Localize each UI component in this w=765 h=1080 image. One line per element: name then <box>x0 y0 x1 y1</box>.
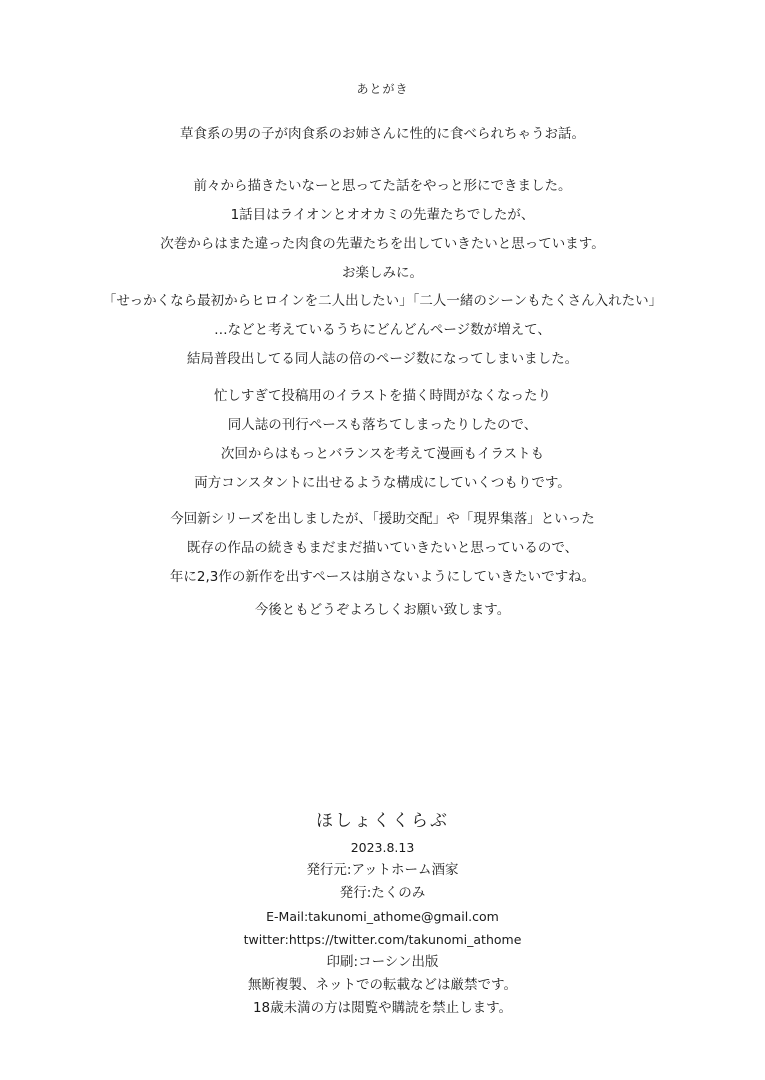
circle-name: ほしょくくらぶ <box>316 811 449 831</box>
afterword-title: あとがき <box>356 82 409 96</box>
paragraph-line: …などと考えているうちにどんどんページ数が増えて、 <box>214 322 551 338</box>
paragraph-line: お楽しみに。 <box>342 265 423 281</box>
paragraph-line: 今後ともどうぞよろしくお願い致します。 <box>254 602 511 618</box>
paragraph-line: 両方コンスタントに出せるような構成にしていくつもりです。 <box>194 475 571 491</box>
age-notice: 18歳未満の方は閲覧や購読を禁止します。 <box>252 1000 513 1016</box>
paragraph-line: 「せっかくなら最初からヒロインを二人出したい」「二人一緒のシーンもたくさん入れたい」 <box>102 293 663 309</box>
copy-notice: 無断複製、ネットでの転載などは厳禁です。 <box>248 977 517 993</box>
email: E-Mail:takunomi_athome@gmail.com <box>266 909 499 924</box>
afterword-paragraph-2 <box>0 172 765 288</box>
afterword-paragraph-5 <box>0 505 765 592</box>
paragraph-line: 前々から描きたいなーと思ってた話をやっと形にできました。 <box>193 178 572 194</box>
publisher: 発行元:アットホーム酒家 <box>306 862 459 878</box>
issuer: 発行:たくのみ <box>339 885 426 901</box>
publication-date: 2023.8.13 <box>350 840 415 855</box>
afterword-paragraph-1 <box>0 120 765 149</box>
paragraph-line: 次巻からはまた違った肉食の先輩たちを出していきたいと思っています。 <box>160 236 605 252</box>
paragraph-line: 草食系の男の子が肉食系のお姉さんに性的に食べられちゃうお話。 <box>180 126 585 142</box>
paragraph-line: 次回からはもっとバランスを考えて漫画もイラストも <box>220 446 545 462</box>
afterword-paragraph-3 <box>0 287 765 374</box>
printer: 印刷:コーシン出版 <box>326 954 439 970</box>
paragraph-line: 同人誌の刊行ペースも落ちてしまったりしたので、 <box>227 417 538 433</box>
paragraph-line: 年に2,3作の新作を出すペースは崩さないようにしていきたいですね。 <box>169 569 596 585</box>
twitter: twitter:https://twitter.com/takunomi_athome <box>243 932 522 947</box>
paragraph-line: 忙しすぎて投稿用のイラストを描く時間がなくなったり <box>213 388 552 404</box>
afterword-paragraph-4 <box>0 382 765 498</box>
paragraph-line: 結局普段出してる同人誌の倍のページ数になってしまいました。 <box>186 351 579 367</box>
paragraph-line: 1話目はライオンとオオカミの先輩たちでしたが、 <box>230 207 535 223</box>
colophon <box>0 806 765 1020</box>
afterword-paragraph-6 <box>0 596 765 625</box>
paragraph-line: 既存の作品の続きもまだまだ描いていきたいと思っているので、 <box>186 540 579 556</box>
paragraph-line: 今回新シリーズを出しましたが、「援助交配」や「現界集落」といった <box>170 511 595 527</box>
